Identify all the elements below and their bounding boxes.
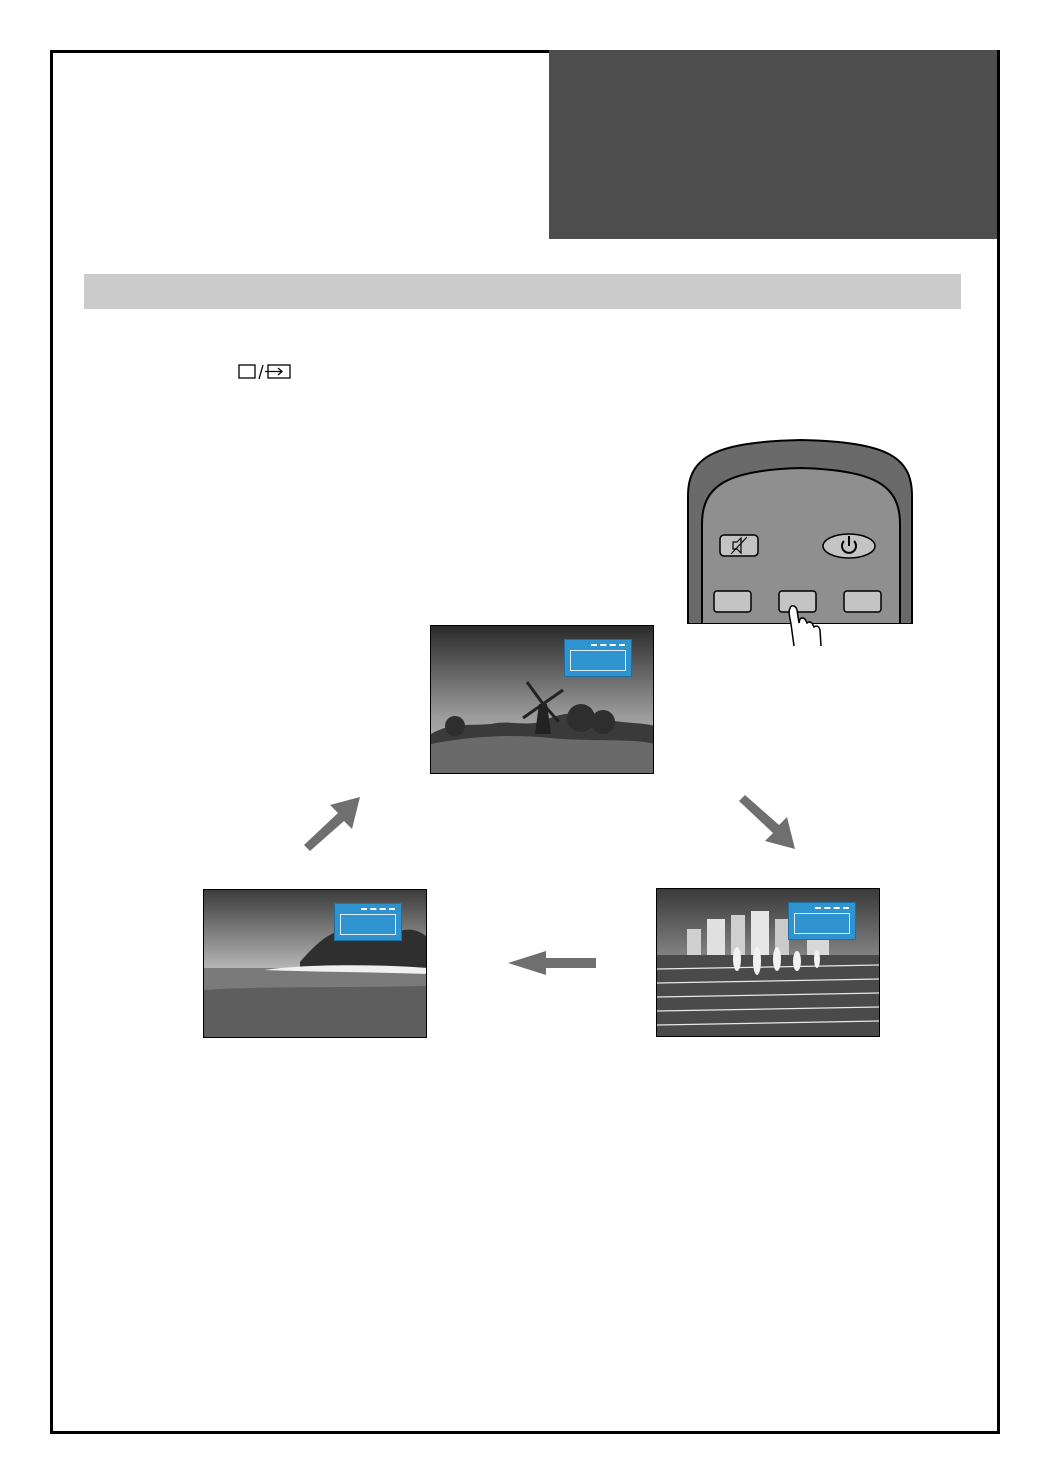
- osd-label-box: [564, 639, 632, 677]
- power-icon[interactable]: [823, 534, 875, 558]
- remote-control: [686, 436, 916, 651]
- section-heading-bar: [84, 274, 961, 309]
- osd-label-box: [334, 903, 402, 941]
- button-center[interactable]: [779, 591, 816, 612]
- mute-icon[interactable]: [720, 535, 758, 556]
- osd-label-box: [788, 902, 856, 940]
- beach-scene: [203, 889, 427, 1038]
- arrow-down-right-icon: [737, 793, 799, 856]
- city-fountain-scene: [656, 888, 880, 1037]
- windmill-scene: [430, 625, 654, 774]
- arrow-up-right-icon: [302, 795, 364, 858]
- header-block: [549, 50, 997, 239]
- tv-av-input-icon: [238, 364, 298, 380]
- arrow-left-icon: [506, 949, 598, 982]
- button-left[interactable]: [714, 591, 751, 612]
- button-right[interactable]: [844, 591, 881, 612]
